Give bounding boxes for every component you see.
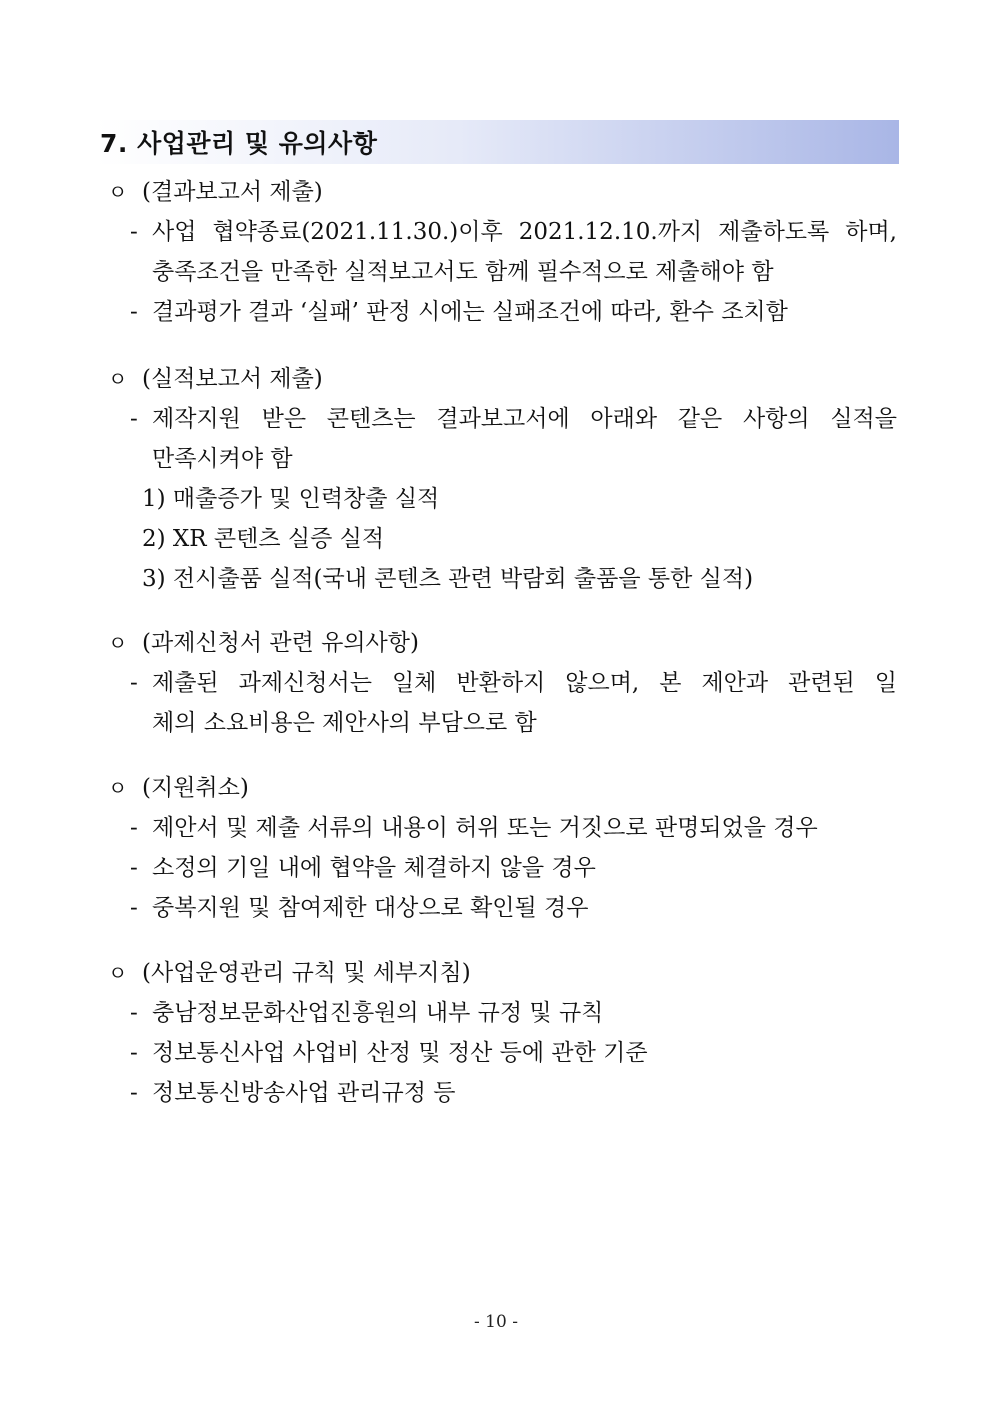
dash-icon: - bbox=[130, 670, 138, 696]
section-title: ㅇ (과제신청서 관련 유의사항) bbox=[108, 623, 908, 663]
circle-bullet-icon: ㅇ bbox=[108, 367, 128, 391]
list-item: - 정보통신방송사업 관리규정 등 bbox=[108, 1073, 908, 1113]
dash-icon: - bbox=[130, 1040, 138, 1066]
list-item-continuation: 만족시켜야 함 bbox=[152, 446, 293, 472]
numbered-item: 2) XR 콘텐츠 실증 실적 bbox=[142, 526, 385, 552]
list-item: - 소정의 기일 내에 협약을 체결하지 않을 경우 bbox=[108, 848, 908, 888]
circle-bullet-icon: ㅇ bbox=[108, 631, 128, 655]
dash-icon: - bbox=[130, 299, 138, 325]
section-application-notes bbox=[108, 623, 908, 743]
section-operation-rules bbox=[108, 953, 908, 1113]
dash-icon: - bbox=[130, 855, 138, 881]
circle-bullet-icon: ㅇ bbox=[108, 961, 128, 985]
list-item: - 제작지원 받은 콘텐츠는 결과보고서에 아래와 같은 사항의 실적을 bbox=[108, 399, 897, 439]
list-item: - 결과평가 결과 ‘실패’ 판정 시에는 실패조건에 따라, 환수 조치함 bbox=[108, 292, 908, 332]
section-performance-report bbox=[108, 359, 908, 599]
dash-icon: - bbox=[130, 406, 138, 432]
circle-bullet-icon: ㅇ bbox=[108, 180, 128, 204]
section-result-report bbox=[108, 172, 908, 332]
dash-icon: - bbox=[130, 1000, 138, 1026]
section-title: ㅇ (결과보고서 제출) bbox=[108, 172, 908, 212]
page-number: - 10 - bbox=[474, 1312, 518, 1332]
list-item: - 충남정보문화산업진흥원의 내부 규정 및 규칙 bbox=[108, 993, 908, 1033]
section-title: ㅇ (사업운영관리 규칙 및 세부지침) bbox=[108, 953, 908, 993]
dash-icon: - bbox=[130, 1080, 138, 1106]
list-item: - 사업 협약종료(2021.11.30.)이후 2021.12.10.까지 제출하도록 하며, bbox=[108, 212, 897, 252]
numbered-item: 3) 전시출품 실적(국내 콘텐츠 관련 박람회 출품을 통한 실적) bbox=[142, 566, 754, 592]
list-item-continuation: 체의 소요비용은 제안사의 부담으로 함 bbox=[152, 710, 537, 736]
section-title: ㅇ (지원취소) bbox=[108, 768, 908, 808]
list-item: - 제출된 과제신청서는 일체 반환하지 않으며, 본 제안과 관련된 일 bbox=[108, 663, 897, 703]
numbered-item: 1) 매출증가 및 인력창출 실적 bbox=[142, 486, 440, 512]
dash-icon: - bbox=[130, 815, 138, 841]
list-item: - 중복지원 및 참여제한 대상으로 확인될 경우 bbox=[108, 888, 908, 928]
list-item: - 정보통신사업 사업비 산정 및 정산 등에 관한 기준 bbox=[108, 1033, 908, 1073]
circle-bullet-icon: ㅇ bbox=[108, 776, 128, 800]
dash-icon: - bbox=[130, 895, 138, 921]
section-support-cancel bbox=[108, 768, 908, 928]
section-title: ㅇ (실적보고서 제출) bbox=[108, 359, 908, 399]
dash-icon: - bbox=[130, 219, 138, 245]
list-item: - 제안서 및 제출 서류의 내용이 허위 또는 거짓으로 판명되었을 경우 bbox=[108, 808, 908, 848]
list-item-continuation: 충족조건을 만족한 실적보고서도 함께 필수적으로 제출해야 함 bbox=[152, 259, 774, 285]
section-heading bbox=[96, 120, 899, 164]
section-heading-text: 7. 사업관리 및 유의사항 bbox=[100, 129, 378, 158]
